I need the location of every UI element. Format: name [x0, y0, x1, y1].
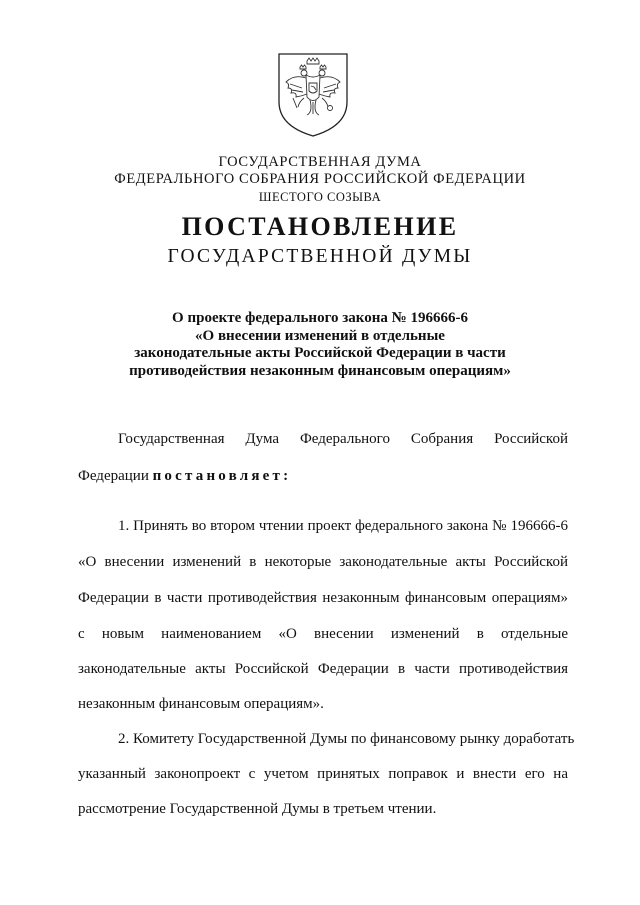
preamble-operative-word: постановляет: — [152, 468, 292, 484]
header-line-duma: ГОСУДАРСТВЕННАЯ ДУМА — [218, 154, 422, 170]
document-title: ПОСТАНОВЛЕНИЕ — [181, 212, 459, 241]
item1-line: 1. Принять во втором чтении проект федерального закона № 196666-6 — [118, 518, 568, 534]
item1-line: Федерации в части противодействия незаконным финансовым операциям» — [78, 590, 568, 606]
preamble-line — [78, 468, 568, 485]
preamble-text: Федерации — [78, 468, 153, 484]
subject-line: «О внесении изменений в отдельные — [195, 327, 445, 344]
subject-line: противодействия незаконным финансовым операциям» — [129, 362, 511, 379]
header-line-convocation: ШЕСТОГО СОЗЫВА — [258, 190, 382, 204]
subject-line: законодательные акты Российской Федерации в части — [134, 345, 506, 361]
preamble-line: Государственная Дума Федерального Собрания Российской — [118, 431, 568, 447]
item1-line: «О внесении изменений в некоторые законодательные акты Российской — [78, 554, 568, 570]
item1-line: законодательные акты Российской Федерации в части противодействия — [78, 661, 568, 677]
item2-line: рассмотрение Государственной Думы в третьем чтении. — [78, 801, 437, 817]
item1-line: незаконным финансовым операциям». — [78, 696, 324, 712]
subject-line: О проекте федерального закона № 196666-6 — [172, 310, 468, 326]
resolution-subject — [100, 310, 540, 380]
item1-line: с новым наименованием «О внесении изменений в отдельные — [78, 626, 568, 642]
document-subtitle: ГОСУДАРСТВЕННОЙ ДУМЫ — [167, 246, 473, 267]
item2-line: 2. Комитету Государственной Думы по финансовому рынку доработать — [118, 731, 575, 747]
header-line-federal-assembly: ФЕДЕРАЛЬНОГО СОБРАНИЯ РОССИЙСКОЙ ФЕДЕРАЦИИ — [114, 171, 526, 187]
item2-line: указанный законопроект с учетом принятых поправок и внести его на — [78, 766, 568, 782]
russian-coat-of-arms-icon — [276, 52, 350, 138]
